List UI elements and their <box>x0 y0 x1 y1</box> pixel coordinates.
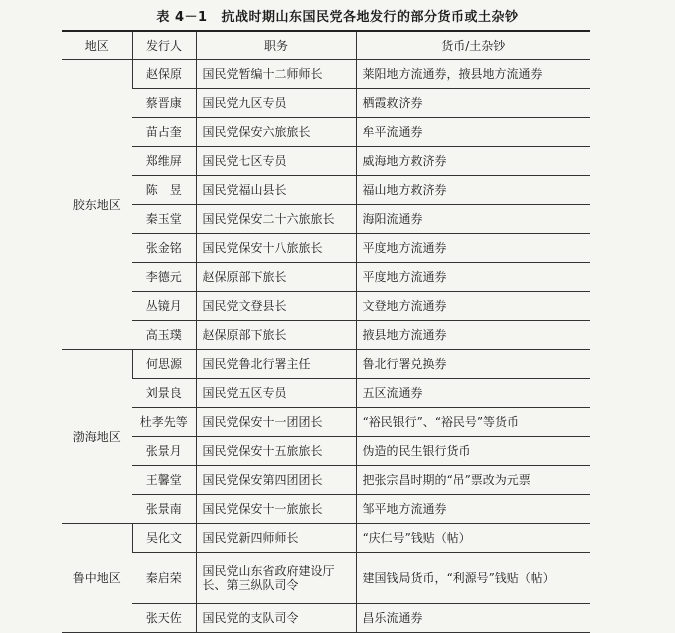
currency-cell: 掖县地方流通券 <box>356 321 590 350</box>
currency-cell: 邹平地方流通券 <box>356 495 590 524</box>
position-cell: 国民党文登县长 <box>196 292 356 321</box>
issuer-cell: 秦启荣 <box>132 553 196 604</box>
currency-cell: 昌乐流通券 <box>356 604 590 633</box>
issuer-cell: 李德元 <box>132 263 196 292</box>
issuer-cell: 吴化文 <box>132 524 196 553</box>
position-cell: 国民党鲁北行署主任 <box>196 350 356 379</box>
position-cell: 国民党五区专员 <box>196 379 356 408</box>
position-cell: 国民党新四师师长 <box>196 524 356 553</box>
position-cell: 国民党山东省政府建设厅长、第三纵队司令 <box>196 553 356 604</box>
currency-cell: 伪造的民生银行货币 <box>356 437 590 466</box>
table-row <box>62 292 590 321</box>
position-cell: 国民党七区专员 <box>196 147 356 176</box>
currency-cell: 海阳流通券 <box>356 205 590 234</box>
table-row <box>62 321 590 350</box>
position-cell: 国民党保安十八旅旅长 <box>196 234 356 263</box>
table-row <box>62 118 590 147</box>
header-currency: 货币/土杂钞 <box>356 31 590 60</box>
currency-cell: 鲁北行署兑换券 <box>356 350 590 379</box>
currency-cell: 把张宗昌时期的“吊”票改为元票 <box>356 466 590 495</box>
position-cell: 赵保原部下旅长 <box>196 263 356 292</box>
issuer-cell: 何思源 <box>132 350 196 379</box>
region-cell: 鲁中地区 <box>62 524 132 633</box>
currency-cell: 文登地方流通券 <box>356 292 590 321</box>
issuer-cell: 秦玉堂 <box>132 205 196 234</box>
issuer-cell: 郑维屏 <box>132 147 196 176</box>
currency-cell: 威海地方救济券 <box>356 147 590 176</box>
region-cell: 渤海地区 <box>62 350 132 524</box>
issuer-cell: 丛镜月 <box>132 292 196 321</box>
table-row <box>62 553 590 604</box>
currency-cell: 平度地方流通券 <box>356 234 590 263</box>
currency-cell: “庆仁号”钱贴（帖） <box>356 524 590 553</box>
table-row <box>62 60 590 89</box>
table-row <box>62 437 590 466</box>
table-row <box>62 176 590 205</box>
table-row <box>62 466 590 495</box>
table-row <box>62 263 590 292</box>
issuer-cell: 张景月 <box>132 437 196 466</box>
table-row <box>62 350 590 379</box>
issuer-cell: 刘景良 <box>132 379 196 408</box>
header-row <box>62 31 590 60</box>
currency-cell: “裕民银行”、“裕民号”等货币 <box>356 408 590 437</box>
table-row <box>62 604 590 633</box>
currency-cell: 五区流通券 <box>356 379 590 408</box>
currency-table <box>62 30 590 633</box>
table-row <box>62 524 590 553</box>
issuer-cell: 王馨堂 <box>132 466 196 495</box>
position-cell: 国民党暂编十二师师长 <box>196 60 356 89</box>
currency-cell: 牟平流通券 <box>356 118 590 147</box>
position-cell: 国民党保安十一团团长 <box>196 408 356 437</box>
position-cell: 国民党保安第四团团长 <box>196 466 356 495</box>
issuer-cell: 陈 昱 <box>132 176 196 205</box>
position-cell: 国民党保安六旅旅长 <box>196 118 356 147</box>
currency-cell: 平度地方流通券 <box>356 263 590 292</box>
table-row <box>62 495 590 524</box>
header-region: 地区 <box>62 31 132 60</box>
position-cell: 国民党保安十五旅旅长 <box>196 437 356 466</box>
issuer-cell: 高玉璞 <box>132 321 196 350</box>
issuer-cell: 杜孝先等 <box>132 408 196 437</box>
table-row <box>62 147 590 176</box>
table-row <box>62 234 590 263</box>
table-number: 表 4－1 <box>156 10 208 25</box>
currency-cell: 莱阳地方流通券，掖县地方流通券 <box>356 60 590 89</box>
issuer-cell: 张金铭 <box>132 234 196 263</box>
currency-cell: 建国钱局货币，“利源号”钱贴（帖） <box>356 553 590 604</box>
table-row <box>62 205 590 234</box>
currency-cell: 栖霞救济券 <box>356 89 590 118</box>
header-position: 职务 <box>196 31 356 60</box>
table-row <box>62 89 590 118</box>
table-row <box>62 408 590 437</box>
issuer-cell: 苗占奎 <box>132 118 196 147</box>
region-cell: 胶东地区 <box>62 60 132 350</box>
issuer-cell: 张景南 <box>132 495 196 524</box>
position-cell: 国民党的支队司令 <box>196 604 356 633</box>
currency-cell: 福山地方救济券 <box>356 176 590 205</box>
position-cell: 国民党福山县长 <box>196 176 356 205</box>
position-cell: 赵保原部下旅长 <box>196 321 356 350</box>
position-cell: 国民党保安二十六旅旅长 <box>196 205 356 234</box>
issuer-cell: 蔡晋康 <box>132 89 196 118</box>
table-caption <box>0 6 675 25</box>
header-issuer: 发行人 <box>132 31 196 60</box>
position-cell: 国民党保安十一旅旅长 <box>196 495 356 524</box>
issuer-cell: 赵保原 <box>132 60 196 89</box>
table-row <box>62 379 590 408</box>
table-title: 抗战时期山东国民党各地发行的部分货币或土杂钞 <box>221 10 519 25</box>
position-cell: 国民党九区专员 <box>196 89 356 118</box>
issuer-cell: 张天佐 <box>132 604 196 633</box>
